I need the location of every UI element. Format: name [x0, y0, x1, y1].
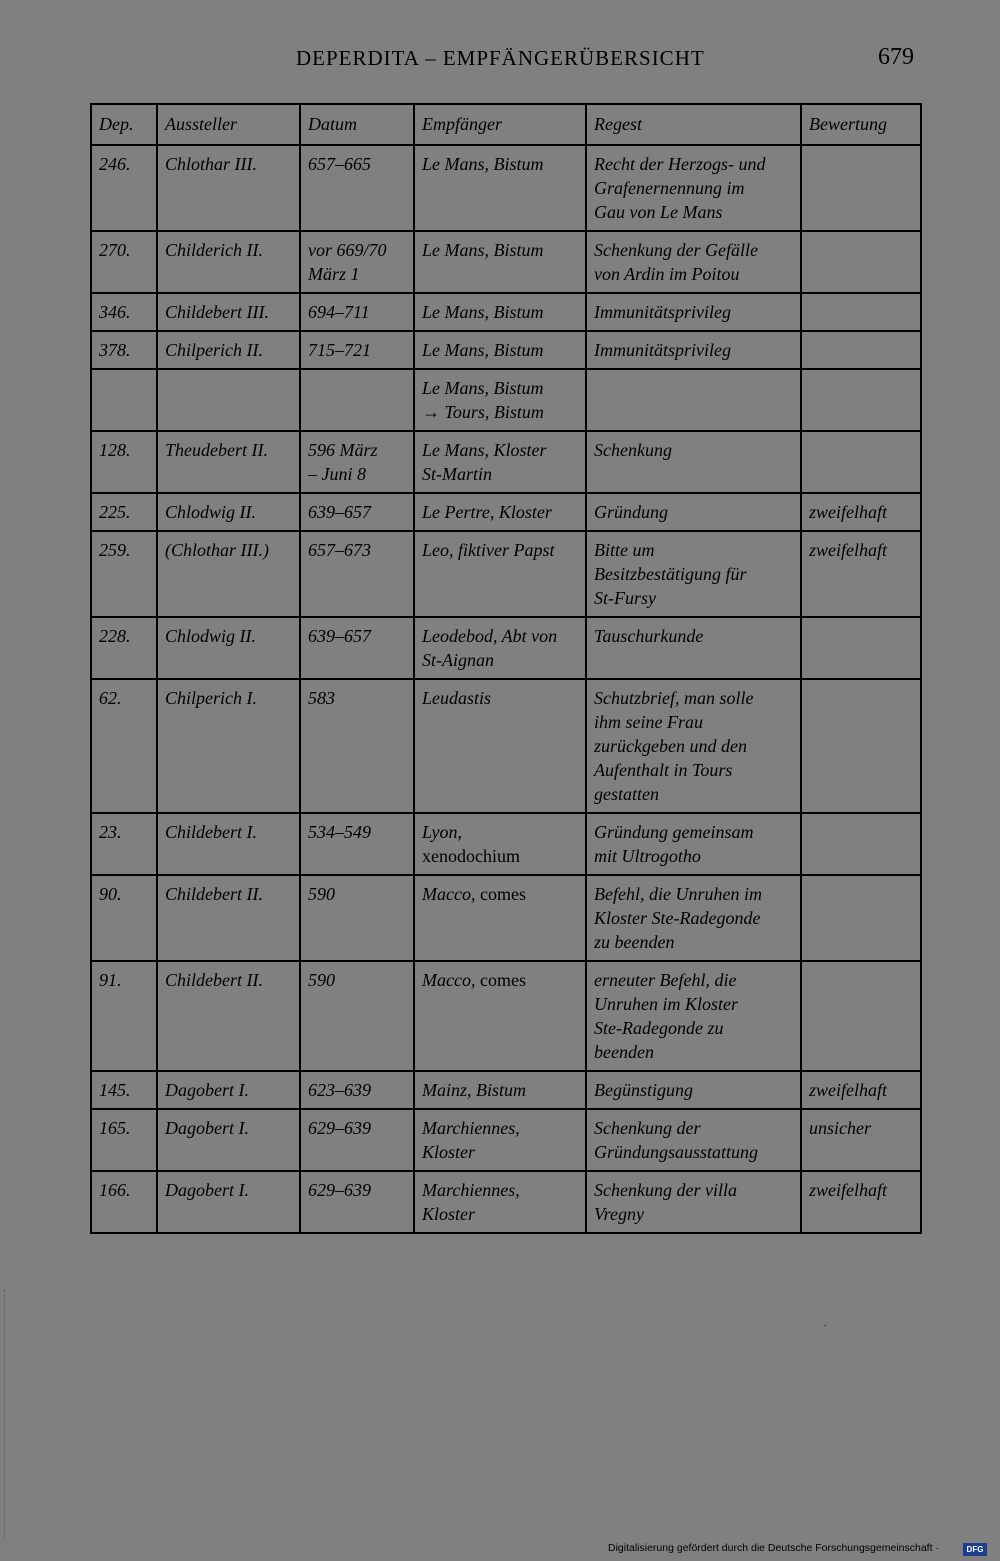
- cell-regest: [586, 145, 801, 231]
- regest-text: Schenkung: [594, 440, 672, 460]
- datum-text: 583: [308, 688, 335, 708]
- aussteller-text: Theudebert II.: [165, 440, 268, 460]
- cell-dep: [91, 493, 157, 531]
- cell-aussteller: [157, 1171, 300, 1233]
- datum-text: 590: [308, 970, 335, 990]
- cell-regest: [586, 1109, 801, 1171]
- aussteller-text: Childebert III.: [165, 302, 269, 322]
- regest-text: Immunitätsprivileg: [594, 302, 731, 322]
- cell-dep: [91, 231, 157, 293]
- datum-text: 629–639: [308, 1118, 371, 1138]
- dep-text: 225.: [99, 502, 131, 522]
- regest-text: Gründung gemeinsam mit Ultrogotho: [594, 822, 754, 866]
- header-datum: Datum: [300, 104, 414, 145]
- cell-bewertung: [801, 531, 921, 617]
- cell-aussteller: [157, 331, 300, 369]
- empfaenger-text: Marchiennes, Kloster: [422, 1180, 520, 1224]
- table-row: [91, 1071, 921, 1109]
- cell-dep: [91, 145, 157, 231]
- dep-text: 270.: [99, 240, 131, 260]
- cell-dep: [91, 293, 157, 331]
- cell-regest: [586, 431, 801, 493]
- cell-datum: [300, 617, 414, 679]
- empfaenger-text: Marchiennes, Kloster: [422, 1118, 520, 1162]
- cell-datum: [300, 369, 414, 431]
- cell-dep: [91, 617, 157, 679]
- empfaenger-text: Le Mans, Bistum: [422, 302, 544, 322]
- cell-empfaenger: [414, 331, 586, 369]
- dep-text: 259.: [99, 540, 131, 560]
- empfaenger-text: Le Mans, Bistum → Tours, Bistum: [422, 378, 544, 422]
- table-row: [91, 231, 921, 293]
- running-head: DEPERDITA – EMPFÄNGERÜBERSICHT: [296, 46, 705, 70]
- aussteller-text: Chlodwig II.: [165, 626, 257, 646]
- cell-aussteller: [157, 145, 300, 231]
- empfaenger-text: Le Mans, Kloster St-Martin: [422, 440, 547, 484]
- cell-bewertung: [801, 1171, 921, 1233]
- table-row: [91, 331, 921, 369]
- regest-text: Tauschurkunde: [594, 626, 704, 646]
- cell-dep: [91, 813, 157, 875]
- cell-regest: [586, 1071, 801, 1109]
- upright-term: xenodochium: [422, 846, 520, 866]
- table-row: [91, 145, 921, 231]
- cell-empfaenger: [414, 293, 586, 331]
- datum-text: 715–721: [308, 340, 371, 360]
- cell-bewertung: [801, 679, 921, 813]
- datum-text: 629–639: [308, 1180, 371, 1200]
- cell-dep: [91, 1171, 157, 1233]
- cell-empfaenger: [414, 531, 586, 617]
- cell-regest: [586, 961, 801, 1071]
- header-bewertung: Bewertung: [801, 104, 921, 145]
- dep-text: 145.: [99, 1080, 131, 1100]
- table-row: [91, 531, 921, 617]
- dep-text: 246.: [99, 154, 131, 174]
- aussteller-text: Chlodwig II.: [165, 502, 257, 522]
- cell-empfaenger: [414, 875, 586, 961]
- table-row: [91, 617, 921, 679]
- dep-text: 23.: [99, 822, 122, 842]
- regest-text: Schenkung der Gefälle von Ardin im Poitou: [594, 240, 758, 284]
- bewertung-text: zweifelhaft: [809, 1180, 887, 1200]
- cell-datum: [300, 1171, 414, 1233]
- cell-empfaenger: [414, 369, 586, 431]
- cell-bewertung: [801, 1109, 921, 1171]
- cell-dep: [91, 369, 157, 431]
- dfg-logo: DFG: [963, 1543, 987, 1556]
- aussteller-text: Dagobert I.: [165, 1118, 249, 1138]
- table-header: [91, 104, 921, 145]
- aussteller-text: Childerich II.: [165, 240, 263, 260]
- cell-aussteller: [157, 493, 300, 531]
- cell-regest: [586, 617, 801, 679]
- empfaenger-text: Macco, comes: [422, 970, 526, 990]
- cell-datum: [300, 1071, 414, 1109]
- cell-aussteller: [157, 1071, 300, 1109]
- cell-aussteller: [157, 531, 300, 617]
- cell-regest: [586, 531, 801, 617]
- bewertung-text: unsicher: [809, 1118, 871, 1138]
- cell-empfaenger: [414, 431, 586, 493]
- regest-text: Schutzbrief, man solle ihm seine Frau zurückgeben und den Aufenthalt in Tours gestatten: [594, 688, 754, 804]
- cell-datum: [300, 431, 414, 493]
- datum-text: 596 März – Juni 8: [308, 440, 378, 484]
- empfaenger-text: Macco, comes: [422, 884, 526, 904]
- header-aussteller: Aussteller: [157, 104, 300, 145]
- cell-aussteller: [157, 813, 300, 875]
- cell-regest: [586, 493, 801, 531]
- cell-datum: [300, 961, 414, 1071]
- datum-text: 590: [308, 884, 335, 904]
- header-row: [91, 104, 921, 145]
- cell-datum: [300, 1109, 414, 1171]
- cell-datum: [300, 531, 414, 617]
- cell-dep: [91, 1071, 157, 1109]
- cell-regest: [586, 331, 801, 369]
- datum-text: 639–657: [308, 626, 371, 646]
- cell-aussteller: [157, 1109, 300, 1171]
- upright-term: comes: [479, 884, 526, 904]
- table-row: [91, 1109, 921, 1171]
- table-row: [91, 1171, 921, 1233]
- scan-speck: [824, 1325, 826, 1326]
- header-empfaenger: Empfänger: [414, 104, 586, 145]
- aussteller-text: Chilperich I.: [165, 688, 257, 708]
- cell-regest: [586, 369, 801, 431]
- cell-aussteller: [157, 369, 300, 431]
- datum-text: 657–665: [308, 154, 371, 174]
- cell-datum: [300, 875, 414, 961]
- aussteller-text: Childebert II.: [165, 884, 263, 904]
- footer-credit: Digitalisierung gefördert durch die Deutsche Forschungsgemeinschaft ·: [608, 1542, 939, 1554]
- cell-bewertung: [801, 145, 921, 231]
- cell-bewertung: [801, 875, 921, 961]
- cell-bewertung: [801, 493, 921, 531]
- table-row: [91, 875, 921, 961]
- cell-datum: [300, 145, 414, 231]
- regest-text: Schenkung der villa Vregny: [594, 1180, 737, 1224]
- cell-regest: [586, 813, 801, 875]
- cell-bewertung: [801, 231, 921, 293]
- margin-rule: [4, 1290, 5, 1540]
- cell-aussteller: [157, 231, 300, 293]
- cell-bewertung: [801, 617, 921, 679]
- cell-empfaenger: [414, 1071, 586, 1109]
- cell-empfaenger: [414, 231, 586, 293]
- cell-datum: [300, 231, 414, 293]
- cell-aussteller: [157, 679, 300, 813]
- dep-text: 166.: [99, 1180, 131, 1200]
- regest-text: Gründung: [594, 502, 669, 522]
- empfaenger-text: Lyon, xenodochium: [422, 822, 520, 866]
- cell-empfaenger: [414, 679, 586, 813]
- aussteller-text: Chilperich II.: [165, 340, 263, 360]
- cell-aussteller: [157, 431, 300, 493]
- regest-text: Recht der Herzogs- und Grafenernennung im Gau von Le Mans: [594, 154, 766, 222]
- cell-datum: [300, 679, 414, 813]
- cell-empfaenger: [414, 961, 586, 1071]
- dep-text: 91.: [99, 970, 122, 990]
- cell-datum: [300, 813, 414, 875]
- cell-regest: [586, 293, 801, 331]
- empfaenger-text: Le Pertre, Kloster: [422, 502, 552, 522]
- datum-text: 639–657: [308, 502, 371, 522]
- empfaenger-text: Le Mans, Bistum: [422, 154, 544, 174]
- table-row: [91, 493, 921, 531]
- header-dep: Dep.: [91, 104, 157, 145]
- cell-datum: [300, 293, 414, 331]
- dep-text: 90.: [99, 884, 122, 904]
- cell-regest: [586, 875, 801, 961]
- table-row: [91, 293, 921, 331]
- regest-text: Immunitätsprivileg: [594, 340, 731, 360]
- dep-text: 378.: [99, 340, 131, 360]
- cell-datum: [300, 493, 414, 531]
- empfaenger-text: Leodebod, Abt von St-Aignan: [422, 626, 558, 670]
- datum-text: 694–711: [308, 302, 370, 322]
- cell-datum: [300, 331, 414, 369]
- regest-text: erneuter Befehl, die Unruhen im Kloster Ste-Radegonde zu beenden: [594, 970, 738, 1062]
- cell-aussteller: [157, 961, 300, 1071]
- cell-dep: [91, 331, 157, 369]
- table-body: [91, 145, 921, 1233]
- cell-bewertung: [801, 431, 921, 493]
- cell-regest: [586, 1171, 801, 1233]
- upright-term: comes: [479, 970, 526, 990]
- page-number: 679: [878, 44, 914, 70]
- cell-empfaenger: [414, 1109, 586, 1171]
- table-row: [91, 961, 921, 1071]
- datum-text: vor 669/70 März 1: [308, 240, 387, 284]
- table-row: [91, 813, 921, 875]
- cell-empfaenger: [414, 1171, 586, 1233]
- cell-bewertung: [801, 293, 921, 331]
- cell-bewertung: [801, 813, 921, 875]
- aussteller-text: (Chlothar III.): [165, 540, 269, 560]
- cell-bewertung: [801, 331, 921, 369]
- empfaenger-text: Mainz, Bistum: [422, 1080, 527, 1100]
- datum-text: 657–673: [308, 540, 371, 560]
- empfaenger-text: Leudastis: [422, 688, 492, 708]
- regest-text: Befehl, die Unruhen im Kloster Ste-Radegonde zu beenden: [594, 884, 762, 952]
- cell-aussteller: [157, 617, 300, 679]
- dep-text: 62.: [99, 688, 122, 708]
- cell-dep: [91, 431, 157, 493]
- regest-text: Begünstigung: [594, 1080, 693, 1100]
- cell-empfaenger: [414, 493, 586, 531]
- recipient-table: [90, 103, 922, 1234]
- cell-empfaenger: [414, 145, 586, 231]
- cell-dep: [91, 875, 157, 961]
- cell-empfaenger: [414, 617, 586, 679]
- bewertung-text: zweifelhaft: [809, 540, 887, 560]
- cell-regest: [586, 231, 801, 293]
- cell-dep: [91, 1109, 157, 1171]
- dep-text: 128.: [99, 440, 131, 460]
- cell-regest: [586, 679, 801, 813]
- dep-text: 165.: [99, 1118, 131, 1138]
- regest-text: Bitte um Besitzbestätigung für St-Fursy: [594, 540, 747, 608]
- aussteller-text: Dagobert I.: [165, 1180, 249, 1200]
- bewertung-text: zweifelhaft: [809, 1080, 887, 1100]
- cell-dep: [91, 531, 157, 617]
- dep-text: 346.: [99, 302, 131, 322]
- header-regest: Regest: [586, 104, 801, 145]
- cell-aussteller: [157, 293, 300, 331]
- table-row: [91, 369, 921, 431]
- empfaenger-text: Le Mans, Bistum: [422, 240, 544, 260]
- cell-bewertung: [801, 369, 921, 431]
- dep-text: 228.: [99, 626, 131, 646]
- cell-bewertung: [801, 961, 921, 1071]
- cell-empfaenger: [414, 813, 586, 875]
- datum-text: 534–549: [308, 822, 371, 842]
- datum-text: 623–639: [308, 1080, 371, 1100]
- empfaenger-text: Leo, fiktiver Papst: [422, 540, 555, 560]
- table-row: [91, 431, 921, 493]
- aussteller-text: Childebert II.: [165, 970, 263, 990]
- table-row: [91, 679, 921, 813]
- aussteller-text: Chlothar III.: [165, 154, 257, 174]
- aussteller-text: Childebert I.: [165, 822, 257, 842]
- cell-dep: [91, 679, 157, 813]
- empfaenger-text: Le Mans, Bistum: [422, 340, 544, 360]
- cell-aussteller: [157, 875, 300, 961]
- aussteller-text: Dagobert I.: [165, 1080, 249, 1100]
- cell-dep: [91, 961, 157, 1071]
- cell-bewertung: [801, 1071, 921, 1109]
- regest-text: Schenkung der Gründungsausstattung: [594, 1118, 759, 1162]
- bewertung-text: zweifelhaft: [809, 502, 887, 522]
